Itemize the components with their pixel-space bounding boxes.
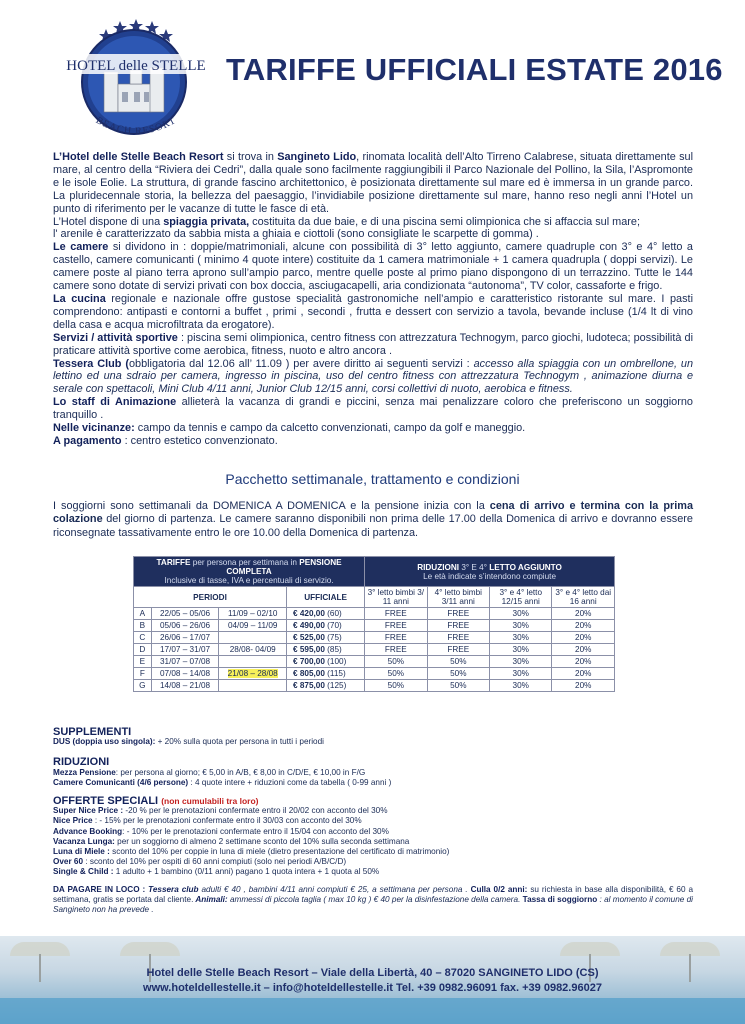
offer-list (53, 806, 693, 877)
reduction-3rd-bed-kids: 50% (365, 668, 427, 680)
price (287, 668, 365, 680)
hotel-logo (52, 12, 220, 142)
intro-section (53, 151, 693, 448)
period-code: B (134, 620, 152, 632)
column-header: 3° e 4° letto 12/15 anni (490, 587, 552, 608)
reduction-4th-bed-kids: FREE (427, 644, 489, 656)
text: L’Hotel dispone di una (53, 215, 164, 228)
price-value: € 805,00 (293, 669, 325, 678)
text: su richiesta in base alla disponibilità, € 60 a settimana, gratis se portata dal cliente. (53, 884, 694, 904)
price-value: € 595,00 (293, 645, 325, 654)
reduction-adults: 20% (552, 644, 615, 656)
reduction-teens: 30% (490, 620, 552, 632)
period-2 (219, 632, 287, 644)
rates-table (133, 556, 615, 692)
period-1: 05/06 – 26/06 (151, 620, 219, 632)
package-title: Pacchetto settimanale, trattamento e condizioni (225, 471, 520, 487)
text: del giorno di partenza. Le camere saranno disponibili non prima delle 17.00 della Domenica di arrivo e dovranno essere riconsegnate tassativamente entro le ore 10.00 della Domenica di partenza. (53, 513, 693, 539)
period-code: G (134, 680, 152, 692)
reduction-4th-bed-kids: 50% (427, 668, 489, 680)
reduction-4th-bed-kids: 50% (427, 680, 489, 692)
text: si trova in (223, 151, 278, 163)
heading: A pagamento (53, 434, 122, 447)
label: Camere Comunicanti (4/6 persone) (53, 777, 189, 787)
reduction-3rd-bed-kids: FREE (365, 644, 427, 656)
text: : per persona al giorno; € 5,00 in A/B, € 8,00 in C/D/E, € 10,00 in F/G (115, 767, 366, 777)
dus-line (53, 737, 693, 747)
text: obbligatoria dal 12.06 all’ 11.09 ) per avere diritto ai seguenti servizi : (128, 357, 474, 370)
price-extra: (70) (324, 621, 342, 630)
section-title: SUPPLEMENTI (53, 726, 132, 738)
text: accesso alla spiaggia con un ombrellone, un lettino ed una sdraio per camera, ingresso in piscina, uso del centro fitness con attrezzatura Technogym , animazione diurna e serale con spettacoli, Mini Club 4/11 anni, Junior Club 12/15 anni, corsi collettivi di nuoto, aerobica e fitness. (53, 357, 694, 396)
reduction-adults: 20% (552, 668, 615, 680)
period-1: 17/07 – 31/07 (151, 644, 219, 656)
period-2 (219, 668, 287, 680)
period-1: 31/07 – 07/08 (151, 656, 219, 668)
package-text (53, 500, 693, 540)
reduction-teens: 30% (490, 668, 552, 680)
reduction-teens: 30% (490, 608, 552, 620)
period-code: D (134, 644, 152, 656)
offer-item (53, 827, 693, 837)
text: OFFERTE SPECIALI (53, 795, 159, 808)
text: PENSIONE COMPLETA (226, 558, 342, 576)
text: LETTO AGGIUNTO (489, 562, 562, 572)
reduction-teens: 30% (490, 644, 552, 656)
reductions-header (365, 557, 615, 587)
heading: Nelle vicinanze: (53, 422, 135, 435)
price-value: € 700,00 (293, 657, 325, 666)
rate-row (134, 656, 615, 668)
price (287, 656, 365, 668)
offer-label: Nice Price (53, 816, 93, 826)
rate-row (134, 632, 615, 644)
reduction-4th-bed-kids: 50% (427, 656, 489, 668)
reduction-3rd-bed-kids: 50% (365, 680, 427, 692)
reduction-3rd-bed-kids: FREE (365, 608, 427, 620)
price-extra: (115) (324, 669, 346, 678)
reduction-adults: 20% (552, 620, 615, 632)
price-value: € 875,00 (293, 681, 325, 690)
period-2 (219, 656, 287, 668)
extras-section (53, 727, 693, 915)
text: Animali: (193, 894, 228, 904)
label: DUS (doppia uso singola): (53, 737, 156, 747)
period-1: 22/05 – 05/06 (151, 608, 219, 620)
reduction-4th-bed-kids: FREE (427, 620, 489, 632)
heading: Le camere (53, 241, 109, 254)
footer-contacts[interactable]: www.hoteldellestelle.it – info@hoteldellestelle.it Tel. +39 0982.96091 fax. +39 0982.96027 (143, 981, 602, 994)
text: : centro estetico convenzionato. (121, 434, 278, 447)
reduction-adults: 20% (552, 632, 615, 644)
text: campo da tennis e campo da calcetto convenzionati, campo da golf e maneggio. (134, 422, 526, 435)
price-value: € 420,00 (293, 609, 325, 618)
price-extra: (100) (324, 657, 347, 666)
offer-text: : sconto del 10% per ospiti di 60 anni compiuti (solo nei periodi A/B/C/D) (83, 857, 347, 867)
text: adulti € 40 , bambini 4/11 anni compiuti € 25, a settimana per persona . (198, 884, 468, 894)
rates-header (134, 557, 365, 587)
emphasis: cena di arrivo e termina con la prima colazione (53, 500, 693, 526)
paid-paragraph (53, 435, 693, 448)
period-2 (219, 680, 287, 692)
text: ammessi di piccola taglia ( max 10 kg ) € 40 per la disinfestazione della camera. (227, 894, 521, 904)
footer (0, 966, 745, 995)
pay-onsite (53, 885, 693, 916)
column-header: PERIODI (134, 587, 287, 608)
period-code: A (134, 608, 152, 620)
text: + 20% sulla quota per persona in tutti i periodi (155, 737, 324, 747)
offer-label: Luna di Miele : (53, 847, 110, 857)
emphasis: spiaggia privata, (163, 215, 250, 228)
column-header: UFFICIALE (287, 587, 365, 608)
offer-label: Super Nice Price : (53, 806, 124, 816)
text: si dividono in : doppie/matrimoniali, alcune con possibilità di 3° letto aggiunto, camere quadruple con 3° e 4° letto a castello, camere comunicanti ( minimo 4 quote intere) costituite da 1 camera matrimoniale + 1 camera quadrupla ( doppi servizi). Le camere poste al piano terra aprono sull’ampio parco, mentre quelle poste al primo piano dispongono di un terrazzino. Tutte le 144 camere sono dotate di servizi privati con box doccia, asciugacapelli, aria condizionata “autonoma”, TV color, cassaforte e frigo. (53, 241, 693, 293)
text: RIDUZIONI (417, 562, 460, 572)
sand-paragraph: l' arenile è caratterizzato da sabbia mista a ghiaia e ciottoli (sono consigliate le scarpette di gomma) . (53, 228, 539, 241)
text: I soggiorni sono settimanali da DOMENICA A DOMENICA e la pensione inizia con la (53, 500, 490, 512)
section-title: RIDUZIONI (53, 756, 110, 769)
column-header: 3° e 4° letto dai 16 anni (552, 587, 615, 608)
text: : al momento il comune di Sangineto non ha prevede . (53, 894, 693, 915)
offer-item (53, 806, 693, 816)
column-header: 3° letto bimbi 3/ 11 anni (365, 587, 427, 608)
reduction-adults: 20% (552, 656, 615, 668)
heading: Servizi / attività sportive (53, 331, 178, 344)
footer-address: Hotel delle Stelle Beach Resort – Viale della Libertà, 40 – 87020 SANGINETO LIDO (CS) (146, 967, 599, 979)
text: : 4 quote intere + riduzioni come da tabella ( 0-99 anni ) (188, 777, 392, 787)
price-extra: (75) (324, 633, 342, 642)
price (287, 620, 365, 632)
note: (non cumulabili tra loro) (161, 796, 259, 807)
price-value: € 490,00 (293, 621, 325, 630)
offer-item (53, 867, 693, 877)
offer-label: Over 60 (53, 857, 84, 867)
reduction-adults: 20% (552, 608, 615, 620)
reduction-teens: 30% (490, 656, 552, 668)
price (287, 680, 365, 692)
price (287, 644, 365, 656)
text: Tessera club (145, 884, 199, 894)
text: Culla 0/2 anni: (467, 884, 528, 894)
period-2: 04/09 – 11/09 (219, 620, 287, 632)
intro-paragraph (53, 151, 693, 216)
rate-row (134, 620, 615, 632)
heading: Tessera Club ( (53, 357, 129, 370)
mezza-pensione-line (53, 768, 693, 778)
offer-text: : - 10% per le prenotazioni confermate entro il 15/04 con acconto del 30% (122, 826, 389, 836)
offer-label: Vacanza Lunga: (53, 836, 115, 846)
club-paragraph (53, 358, 693, 397)
offer-text: 1 adulto + 1 bambino (0/11 anni) pagano 1 quota intera + 1 quota al 50% (113, 867, 380, 877)
hotel-name: L’Hotel delle Stelle Beach Resort (53, 151, 224, 163)
period-code: E (134, 656, 152, 668)
offer-text: sconto del 10% per coppie in luna di miele (dietro presentazione del certificato di matrimonio) (109, 847, 450, 857)
heading: La cucina (53, 292, 106, 305)
reduction-3rd-bed-kids: FREE (365, 620, 427, 632)
period-code: C (134, 632, 152, 644)
text: 3° E 4° (459, 562, 490, 572)
text: Tassa di soggiorno (520, 894, 598, 904)
label: DA PAGARE IN LOCO : (53, 884, 146, 894)
rate-row (134, 608, 615, 620)
logo-subtitle: BEACH RESORT (93, 115, 179, 138)
text: Inclusive di tasse, IVA e percentuali di servizio. (164, 576, 334, 585)
reduction-3rd-bed-kids: FREE (365, 632, 427, 644)
reduction-4th-bed-kids: FREE (427, 608, 489, 620)
label: Mezza Pensione (53, 767, 116, 777)
page-title: TARIFFE UFFICIALI ESTATE 2016 (226, 52, 723, 87)
reduction-teens: 30% (490, 680, 552, 692)
text: regionale e nazionale offre gustose specialità gastronomiche nell’ampio e caratteristico ristorante sul mare. I pasti comprendono: antipasti e contorni a buffet , primi , secondi , frutta e dessert con servizio a tavola, bevande incluse (1/4 lt di vino della casa e acqua microfiltrata da erogatore). (53, 292, 693, 331)
period-1: 26/06 – 17/07 (151, 632, 219, 644)
text: , rinomata località dell’Alto Tirreno Calabrese, situata direttamente sul mare, al centro della “Riviera dei Cedri”, dalla quale sono facilmente raggiungibili il Parco Nazionale del Pollino, la Sila, l’Aspromonte e le isole Eolie. La struttura, di grande fascino architettonico, è posizionata direttamente sul mare ed è immersa in un grande parco. La pluridecennale storia, la bellezza del paesaggio, l’invidiabile posizione direttamente sul mare, hanno reso negli anni l’Hotel un punto di riferimento per le vacanze di tutte le fasce di età. (53, 151, 694, 215)
period-code: F (134, 668, 152, 680)
offer-label: Advance Booking (53, 826, 123, 836)
offer-text: : - 15% per le prenotazioni confermate entro il 30/03 con acconto del 30% (92, 816, 362, 826)
logo-name: HOTEL delle STELLE (66, 58, 206, 74)
period-1: 07/08 – 14/08 (151, 668, 219, 680)
rate-row (134, 680, 615, 692)
offer-item (53, 857, 693, 867)
column-header: 4° letto bimbi 3/11 anni (427, 587, 489, 608)
reduction-3rd-bed-kids: 50% (365, 656, 427, 668)
period-1: 14/08 – 21/08 (151, 680, 219, 692)
price-extra: (60) (324, 609, 342, 618)
nearby-paragraph (53, 422, 693, 435)
text: costituita da due baie, e di una piscina semi olimpionica che si affaccia sul mare; (249, 215, 641, 228)
location-name: Sangineto Lido (277, 151, 357, 163)
price-extra: (125) (324, 681, 347, 690)
reduction-teens: 30% (490, 632, 552, 644)
rooms-paragraph (53, 241, 693, 293)
period-2: 28/08- 04/09 (219, 644, 287, 656)
heading: Lo staff di Animazione (53, 396, 177, 409)
text: TARIFFE (156, 558, 191, 567)
price (287, 632, 365, 644)
price-value: € 525,00 (293, 633, 325, 642)
rate-row (134, 668, 615, 680)
price (287, 608, 365, 620)
animation-paragraph (53, 396, 693, 422)
offer-item (53, 816, 693, 826)
rate-row (134, 644, 615, 656)
offers-title (53, 796, 693, 806)
beach-paragraph (53, 216, 693, 229)
text: : piscina semi olimpionica, centro fitness con attrezzatura Technogym, parco giochi, ludoteca; possibilità di praticare attività sportive come aerobica, fitness, nuoto e altro ancora . (53, 331, 693, 357)
offer-item (53, 837, 693, 847)
text: per persona per settimana in (190, 558, 300, 567)
text: Le età indicate s’intendono compiute (423, 571, 557, 581)
offer-item (53, 847, 693, 857)
offer-text: -20 % per le prenotazioni confermate entro il 20/02 con acconto del 30% (123, 806, 388, 816)
highlighted-period: 21/08 – 28/08 (227, 669, 278, 678)
cuisine-paragraph (53, 293, 693, 332)
reduction-adults: 20% (552, 680, 615, 692)
price-extra: (85) (324, 645, 342, 654)
camere-comunicanti-line (53, 778, 693, 788)
services-paragraph (53, 332, 693, 358)
reduction-4th-bed-kids: FREE (427, 632, 489, 644)
period-2: 11/09 – 02/10 (219, 608, 287, 620)
offer-text: per un soggiorno di almeno 2 settimane sconto del 10% sulla seconda settimana (114, 836, 410, 846)
text: allieterà la vacanza di grandi e piccini, senza mai penalizzare coloro che preferiscono un soggiorno tranquillo . (53, 396, 693, 422)
offer-label: Single & Child : (53, 867, 114, 877)
